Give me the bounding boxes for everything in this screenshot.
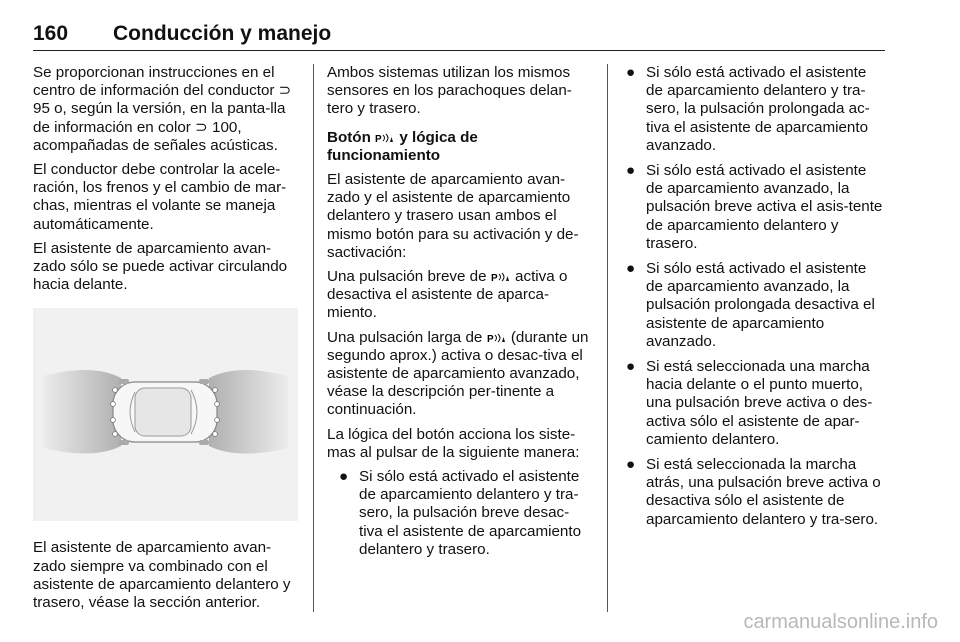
watermark[interactable]: carmanualsonline.info — [743, 611, 938, 633]
bullet-icon: ● — [339, 468, 349, 486]
paragraph: Una pulsación breve de P activa o desactiva el asistente de aparca-miento. — [327, 268, 568, 322]
list-item: ● Si sólo está activado el asistente de aparcamiento delantero y tra-sero, la pulsación breve desac-tiva el asistente de aparcamiento delantero y trasero. — [339, 468, 582, 558]
parking-assist-icon — [487, 332, 507, 344]
column-right — [622, 64, 887, 536]
page-header — [33, 18, 885, 51]
front-sensor-zone — [209, 370, 288, 454]
column-divider — [313, 64, 314, 612]
parking-sensor-illustration — [33, 308, 298, 521]
list-item: ● Si sólo está activado el asistente de aparcamiento avanzado, la pulsación prolongada desactiva el asistente de aparcamiento avanzado. — [626, 260, 875, 350]
bullet-list — [327, 468, 592, 559]
page-number: 160 — [33, 22, 69, 45]
paragraph: El conductor debe controlar la acele-ración, los frenos y el cambio de mar-chas, mientras el volante se maneja automáticamente. — [33, 161, 287, 233]
column-divider — [607, 64, 608, 612]
paragraph: Se proporcionan instrucciones en el centro de información del conductor ⊃ 95 o, según la versión, en la panta-lla de información en color ⊃ 100, acompañadas de señales acústicas. — [33, 64, 292, 154]
list-item: ● Si sólo está activado el asistente de aparcamiento delantero y tra-sero, la pulsación prolongada ac-tiva el asistente de aparcamiento avanzado. — [626, 64, 870, 154]
svg-text:P: P — [375, 133, 382, 144]
bullet-icon: ● — [626, 456, 636, 474]
bullet-icon: ● — [626, 64, 636, 81]
paragraph: Ambos sistemas utilizan los mismos sensores en los parachoques delan-tero y trasero. — [327, 64, 572, 118]
list-item: ● Si está seleccionada una marcha hacia delante o el punto muerto, una pulsación breve activa o des-activa sólo el asistente de apar-camiento delantero. — [626, 358, 873, 448]
rear-sensor-zone — [43, 370, 121, 454]
page-title: Conducción y manejo — [113, 22, 332, 45]
car-icon — [113, 379, 217, 445]
svg-text:P: P — [486, 333, 494, 344]
parking-assist-icon — [375, 132, 395, 144]
bullet-list — [622, 64, 887, 529]
svg-text:P: P — [490, 273, 498, 284]
column-left — [33, 64, 301, 618]
car-top-view-diagram — [33, 308, 298, 521]
paragraph: El asistente de aparcamiento avan-zado y el asistente de aparcamiento delantero y trasero usan ambos el mismo botón para su activación y de-sactivación: — [327, 171, 579, 261]
list-item: ● Si está seleccionada la marcha atrás, una pulsación breve activa o desactiva sólo el asistente de aparcamiento delantero y tra-sero. — [626, 456, 881, 528]
list-item: ● Si sólo está activado el asistente de aparcamiento avanzado, la pulsación breve activa el asis-tente de aparcamiento delantero y trasero. — [626, 162, 883, 252]
parking-assist-icon — [491, 271, 511, 283]
paragraph: El asistente de aparcamiento avan-zado sólo se puede activar circulando hacia delante. — [33, 239, 288, 294]
column-middle — [327, 64, 592, 566]
section-heading: Botón P y lógica de funcionamiento — [327, 128, 478, 164]
bullet-icon: ● — [626, 358, 636, 376]
paragraph: Una pulsación larga de P (durante un segundo aprox.) activa o desac-tiva el asistente de aparcamiento avanzado, véase la descripción per-tinente a continuación. — [327, 328, 589, 419]
paragraph: El asistente de aparcamiento avan-zado siempre va combinado con el asistente de aparcamiento delantero y trasero, véase la sección anterior. — [33, 539, 291, 612]
paragraph: La lógica del botón acciona los siste-mas al pulsar de la siguiente manera: — [327, 425, 580, 461]
bullet-icon: ● — [626, 162, 636, 180]
bullet-icon: ● — [626, 260, 636, 278]
